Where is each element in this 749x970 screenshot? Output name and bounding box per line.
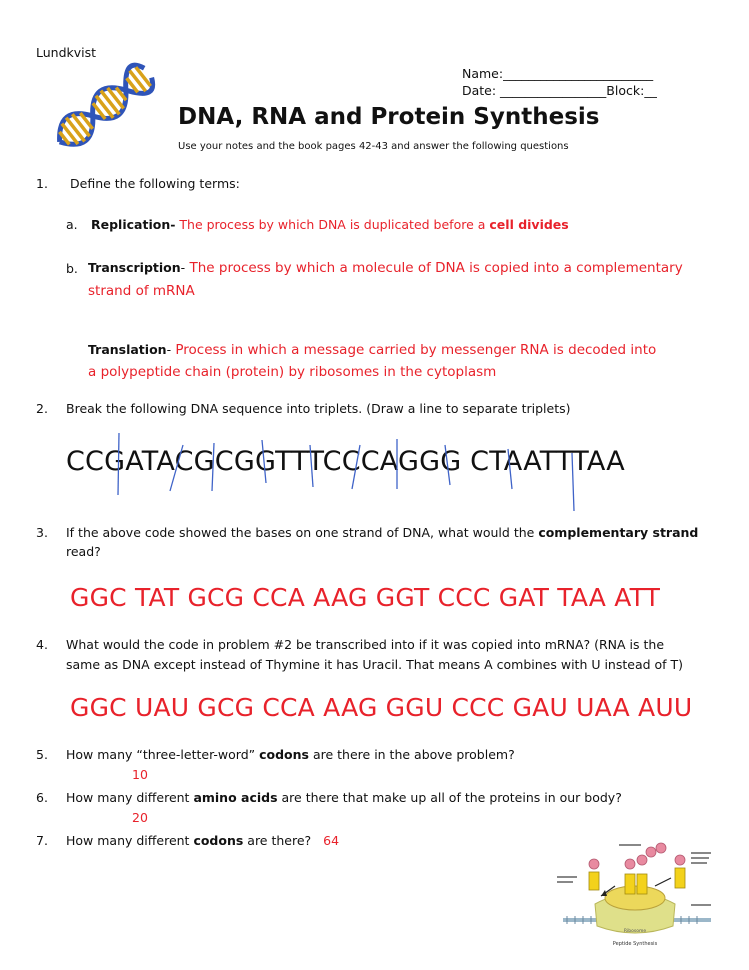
separator-line — [118, 433, 119, 495]
translation-dash: - — [166, 342, 172, 357]
q7-number: 7. — [36, 833, 48, 848]
mrna-answer: GGC UAU GCG CCA AAG GGU CCC GAU UAA AUU — [70, 693, 693, 722]
q6-prompt — [66, 788, 622, 807]
q7-prompt — [66, 831, 339, 850]
trna-block — [625, 874, 635, 894]
q5-prompt-text: How many “three-letter-word” — [66, 747, 260, 762]
q7-prompt-bold: codons — [193, 833, 244, 848]
q3-number: 3. — [36, 525, 48, 540]
q1-number: 1. — [36, 176, 48, 191]
complementary-strand-answer: GGC TAT GCG CCA AAG GGT CCC GAT TAA ATT — [70, 583, 661, 612]
q4-prompt-line1: What would the code in problem #2 be transcribed into if it was copied into mRNA? (RNA is the — [66, 637, 665, 652]
separator-line — [352, 445, 360, 489]
q2-number: 2. — [36, 401, 48, 416]
q7-prompt-end: are there? — [243, 833, 312, 848]
q5-prompt — [66, 745, 515, 764]
dna-sequence: CCGATACGCGGTTTCCCAGGG CTAATTTAA — [66, 446, 625, 477]
illustration-caption: Peptide Synthesis — [612, 941, 658, 947]
q3-prompt-bold: complementary strand — [538, 525, 699, 540]
q5-prompt-bold: codons — [259, 747, 309, 762]
q3-prompt — [66, 523, 698, 542]
q1b-definition — [88, 256, 683, 280]
q5-answer: 10 — [132, 767, 148, 782]
ribosome-label: Ribosome — [623, 929, 647, 934]
transcription-term: Transcription — [88, 260, 181, 275]
separator-line — [572, 453, 574, 511]
q1a-definition — [91, 215, 569, 234]
q6-prompt-end: are there that make up all of the proteins in our body? — [277, 790, 622, 805]
q1-prompt: Define the following terms: — [70, 176, 240, 191]
name-field-label: Name:________________________ — [462, 66, 654, 81]
separator-line — [212, 443, 214, 491]
separator-line — [310, 445, 313, 487]
q7-answer: 64 — [323, 833, 340, 848]
separator-line — [170, 445, 183, 491]
translation-answer-line1: Process in which a message carried by messenger RNA is decoded into — [175, 342, 657, 358]
q6-answer: 20 — [132, 810, 148, 825]
replication-term: Replication- — [91, 217, 176, 232]
separator-line — [508, 449, 512, 489]
q7-prompt-text: How many different — [66, 833, 194, 848]
replication-answer: The process by which DNA is duplicated before a — [179, 217, 490, 232]
q6-prompt-text: How many different — [66, 790, 194, 805]
translation-answer-line2: a polypeptide chain (protein) by ribosomes in the cytoplasm — [88, 364, 497, 380]
q2-prompt: Break the following DNA sequence into triplets. (Draw a line to separate triplets) — [66, 401, 571, 416]
triplet-separator-lines — [0, 425, 749, 520]
date-block-field-label: Date: _________________Block:__ — [462, 83, 657, 98]
translation-term: Translation — [88, 342, 167, 357]
replication-answer-bold: cell divides — [489, 217, 569, 232]
trna-block — [589, 872, 599, 890]
trna-block — [675, 868, 685, 888]
teacher-name: Lundkvist — [36, 45, 97, 60]
transcription-dash: - — [180, 260, 186, 275]
q4-prompt-line2: same as DNA except instead of Thymine it has Uracil. That means A combines with U instead of T) — [66, 657, 684, 672]
q1a-marker: a. — [66, 217, 78, 232]
q3-prompt-text: If the above code showed the bases on one strand of DNA, what would the — [66, 525, 539, 540]
transcription-answer-line1: The process by which a molecule of DNA is copied into a complementary — [189, 260, 683, 276]
q6-number: 6. — [36, 790, 48, 805]
transcription-answer-line2: strand of mRNA — [88, 283, 195, 299]
q6-prompt-bold: amino acids — [193, 790, 278, 805]
peptide-synthesis-illustration — [555, 842, 715, 950]
separator-line — [262, 440, 266, 483]
trna-block — [637, 874, 647, 894]
q1b-marker: b. — [66, 261, 78, 276]
page-subtitle: Use your notes and the book pages 42-43 and answer the following questions — [178, 141, 569, 152]
separator-line — [445, 445, 450, 485]
q5-prompt-end: are there in the above problem? — [308, 747, 515, 762]
dna-helix-image — [44, 58, 162, 158]
page-title: DNA, RNA and Protein Synthesis — [178, 104, 600, 130]
q3-prompt-line2: read? — [66, 544, 101, 559]
q5-number: 5. — [36, 747, 48, 762]
q4-number: 4. — [36, 637, 48, 652]
q1c-definition — [88, 338, 656, 362]
